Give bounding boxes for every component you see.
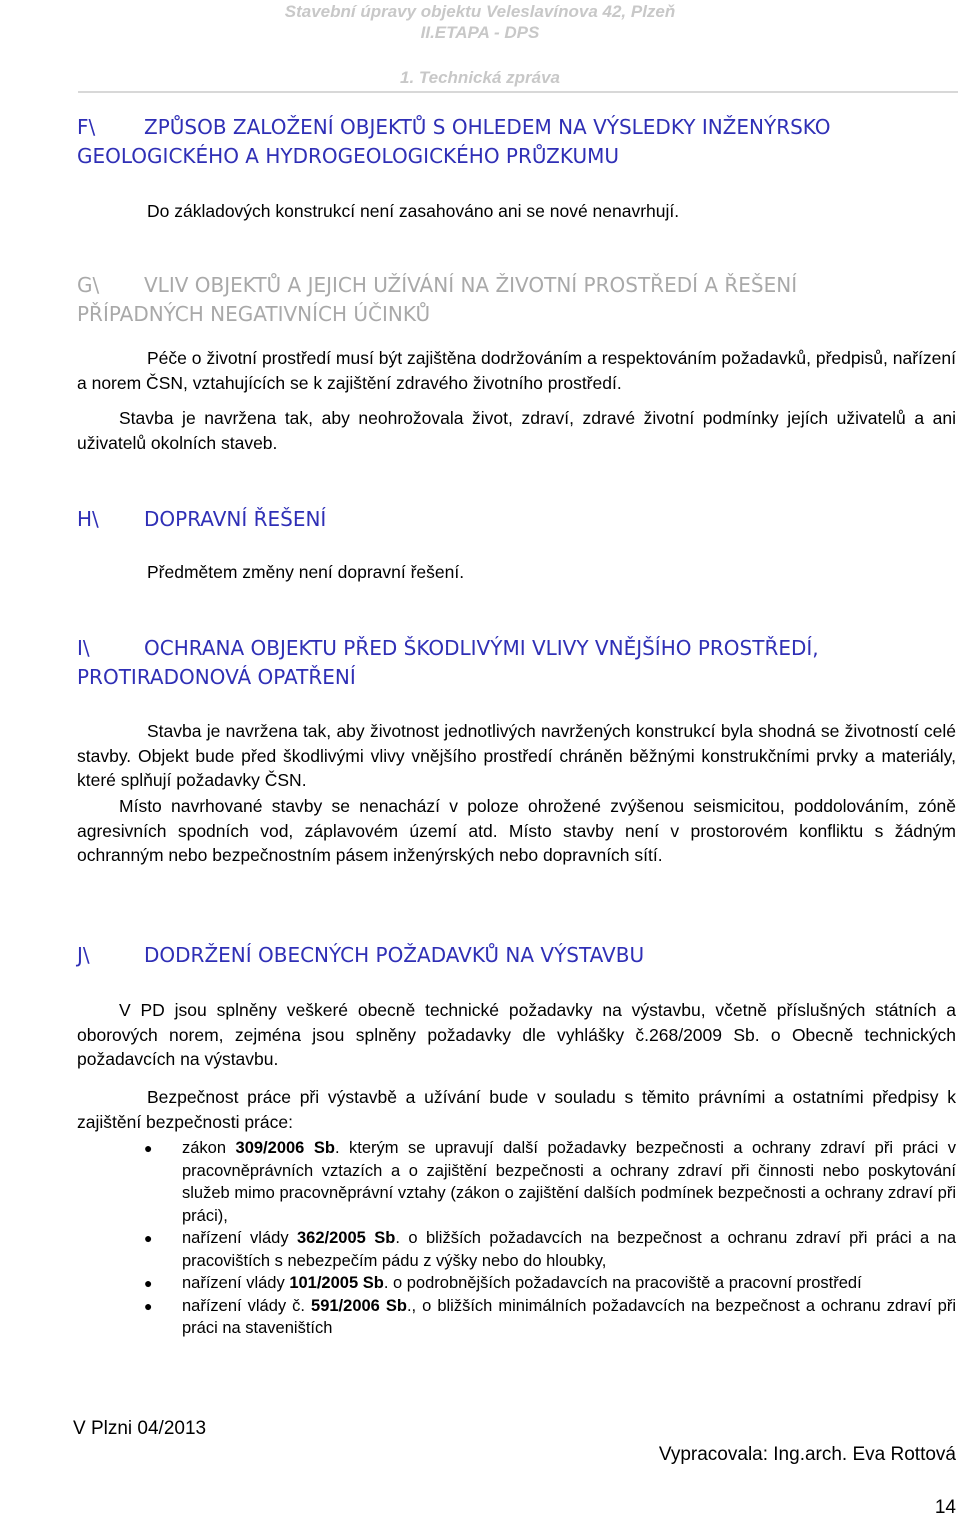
section-h-letter: H\ bbox=[77, 507, 99, 531]
section-f-text: Do základových konstrukcí není zasahováno ani se nové nenavrhují. bbox=[147, 201, 680, 221]
section-j-letter: J\ bbox=[77, 943, 90, 967]
section-h-heading bbox=[77, 505, 957, 534]
list-item: ● zákon 309/2006 Sb. kterým se upravují další požadavky bezpečnosti a ochrany zdraví při práci v pracovněprávních vztazích a o zajištění bezpečnosti a ochrany zdraví při činnosti nebo poskytování služeb mimo pracovněprávní vztahy (zákon o zajištění dalších podmínek bezpečnosti a ochrany zdraví při práci), bbox=[144, 1139, 956, 1225]
regulations-list bbox=[130, 1137, 956, 1340]
list-item: ● nařízení vlády 362/2005 Sb. o bližších požadavcích na bezpečnost a ochranu zdraví při práci a na pracovištích s nebezpečím pádu z výšky nebo do hloubky, bbox=[144, 1229, 957, 1270]
section-f-letter: F\ bbox=[77, 115, 96, 139]
section-j-paragraph-2: Bezpečnost práce při výstavbě a užívání bude v souladu s těmito právními a ostatními předpisy k zajištění bezpečnosti práce: bbox=[77, 1087, 956, 1132]
header-project-title: Stavební úpravy objektu Veleslavínova 42, Plzeň bbox=[284, 2, 676, 21]
bullet-icon: ● bbox=[144, 1140, 153, 1156]
header-document-name: 1. Technická zpráva bbox=[399, 68, 560, 87]
section-f-heading bbox=[77, 113, 957, 171]
section-j-title: DODRŽENÍ OBECNÝCH POŽADAVKŮ NA VÝSTAVBU bbox=[144, 943, 645, 967]
bullet-icon: ● bbox=[144, 1275, 153, 1291]
section-g-title-line2: PŘÍPADNÝCH NEGATIVNÍCH ÚČINKŮ bbox=[77, 302, 431, 326]
section-g-heading bbox=[77, 271, 957, 329]
section-g-paragraph-2: Stavba je navržena tak, aby neohrožovala život, zdraví, zdravé životní podmínky jejích uživatelů a ani uživatelů okolních staveb. bbox=[77, 408, 956, 453]
section-j-paragraph-1: V PD jsou splněny veškeré obecně technické požadavky na výstavbu, včetně příslušných státních a oborových norem, zejména jsou splněny požadavky dle vyhlášky č.268/2009 Sb. o Obecně technických požadavcích na výstavbu. bbox=[77, 1000, 956, 1069]
bullet-icon: ● bbox=[144, 1297, 153, 1314]
footer-author: Vypracovala: Ing.arch. Eva Rottová bbox=[658, 1444, 956, 1465]
section-i-letter: I\ bbox=[77, 636, 90, 660]
section-h-text: Předmětem změny není dopravní řešení. bbox=[147, 562, 465, 582]
section-i-paragraph-1: Stavba je navržena tak, aby životnost jednotlivých navržených konstrukcí byla shodná se životností celé stavby. Objekt bude před škodlivými vlivy vnějšího prostředí chráněn běžnými konstrukčními prvky a materiály, které splňují požadavky ČSN. bbox=[77, 721, 956, 790]
section-i-title-line2: PROTIRADONOVÁ OPATŘENÍ bbox=[77, 665, 356, 689]
section-i-title-line1: OCHRANA OBJEKTU PŘED ŠKODLIVÝMI VLIVY VNĚJŠÍHO PROSTŘEDÍ, bbox=[144, 636, 819, 660]
bullet-icon: ● bbox=[144, 1230, 153, 1246]
section-f-title-line2: GEOLOGICKÉHO A HYDROGEOLOGICKÉHO PRŮZKUMU bbox=[77, 144, 619, 168]
list-item: ● nařízení vlády 101/2005 Sb. o podrobnějších požadavcích na pracoviště a pracovní prostředí bbox=[130, 1272, 956, 1295]
section-f-title-line1: ZPŮSOB ZALOŽENÍ OBJEKTŮ S OHLEDEM NA VÝSLEDKY INŽENÝRSKO bbox=[144, 115, 831, 139]
footer-place-date: V Plzni 04/2013 bbox=[73, 1418, 207, 1439]
section-g-title-line1: VLIV OBJEKTŮ A JEJICH UŽÍVÁNÍ NA ŽIVOTNÍ PROSTŘEDÍ A ŘEŠENÍ bbox=[144, 273, 798, 297]
header-divider bbox=[78, 91, 958, 93]
section-h-title: DOPRAVNÍ ŘEŠENÍ bbox=[144, 507, 327, 531]
section-i-heading bbox=[77, 634, 957, 692]
page-number: 14 bbox=[934, 1497, 956, 1518]
section-j-heading bbox=[77, 941, 957, 970]
section-i-paragraph-2: Místo navrhované stavby se nenachází v poloze ohrožené zvýšenou seismicitou, poddolováním, zóně agresivních spodních vod, záplavovém území atd. Místo stavby není v prostorovém konfliktu s žádným ochranným nebo bezpečnostním pásem inženýrských nebo dopravních sítí. bbox=[77, 796, 956, 865]
section-g-paragraph-1: Péče o životní prostředí musí být zajištěna dodržováním a respektováním požadavků, předpisů, nařízení a norem ČSN, vztahujících se k zajištění zdravého životního prostředí. bbox=[77, 348, 956, 393]
header-stage: II.ETAPA - DPS bbox=[420, 23, 540, 42]
list-item: ● nařízení vlády č. 591/2006 Sb., o bližších minimálních požadavcích na bezpečnost a ochranu zdraví při práci na staveništích bbox=[144, 1296, 956, 1337]
section-g-letter: G\ bbox=[77, 273, 100, 297]
